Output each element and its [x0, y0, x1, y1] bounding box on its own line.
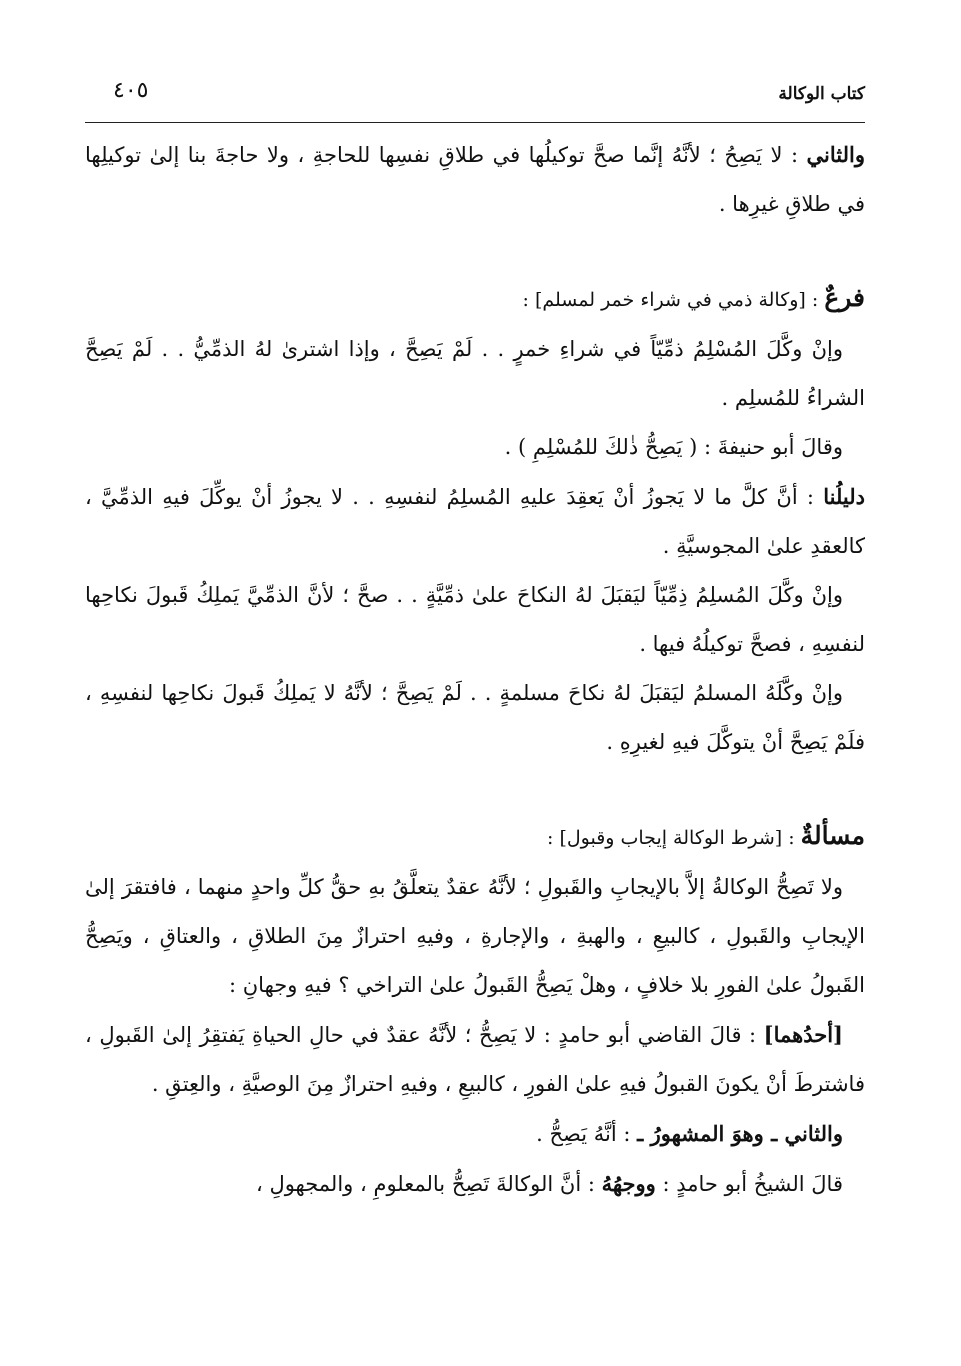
running-title: كتاب الوكالة: [778, 84, 865, 104]
paragraph: [85, 472, 865, 571]
paragraph-text: : لا يَصِحُ ؛ لأنَّهُ إنَّما صحَّ توكيلُها في طلاقِ نفسِها للحاجةِ ، ولا حاجةَ بنا إلىٰ توكيلِها في طلاقِ غيرِها .: [85, 143, 865, 216]
paragraph-text: وإنْ وكَّلَ المُسلِمُ ذِمِّيّاً ليَقبَلَ لهُ النكاحَ علىٰ ذمِّيَّةٍ . . صحَّ ؛ لأنَّ الذمِّيَّ يَملِكُ قَبولَ نكاحِها لنفسِهِ ، فصحَّ توكيلُهُ فيها .: [85, 583, 865, 656]
lead-word: دليلُنا: [823, 484, 865, 509]
heading-label: مسألةٌ: [800, 821, 865, 850]
paragraph-text: : أنَّ الوكالةَ تَصِحُّ بالمعلومِ ، والمجهولِ ،: [256, 1172, 602, 1196]
section-heading: [85, 273, 865, 325]
paragraph: [85, 571, 865, 669]
paragraph-text: وقالَ أبو حنيفةَ : ( يَصِحُّ ذٰلكَ للمُسْلِمِ ) .: [504, 435, 843, 459]
page-header: [85, 78, 865, 123]
lead-word: والثاني: [806, 142, 865, 167]
paragraph: [85, 1159, 865, 1209]
paragraph: [85, 1010, 865, 1109]
lead-word: والثاني ـ وهوَ المشهورُ ـ: [637, 1121, 843, 1146]
paragraph-text: وإنْ وكَّلَهُ المسلمُ ليَقبَلَ لهُ نكاحَ مسلمةٍ . . لَمْ يَصِحَّ ؛ لأنَّهُ لا يَملِكُ قَبولَ نكاحِها لنفسِهِ ، فلَمْ يَصِحَّ أنْ يتوكَّلَ فيهِ لغيرِهِ .: [85, 681, 865, 754]
paragraph-text: وإنْ وكَّلَ المُسْلِمُ ذمِّيّاً في شراءِ خمرٍ . . لَمْ يَصِحَّ ، وإذا اشترىٰ لهُ الذمِّيُّ . . لَمْ يَصِحَّ الشراءُ للمُسلِم .: [85, 337, 865, 410]
paragraph: [85, 423, 865, 472]
paragraph: [85, 863, 865, 1010]
paragraph: [85, 130, 865, 229]
lead-word: [أحدُهما]: [763, 1022, 843, 1047]
heading-title: : [وكالة ذمي في شراء خمر لمسلم] :: [522, 289, 825, 311]
heading-title: : [شرط الوكالة إيجاب وقبول] :: [547, 827, 801, 849]
paragraph: [85, 1109, 865, 1159]
page-body: [85, 130, 865, 1209]
paragraph-text: : أنَّهُ يَصِحُّ .: [536, 1122, 638, 1146]
section-heading: [85, 811, 865, 863]
page-number: ٤٠٥: [113, 78, 149, 103]
paragraph-text: : قالَ القاضي أبو حامدٍ : لا يَصِحُّ ؛ لأنَّهُ عقدٌ في حالِ الحياةِ يَفتقِرُ إلىٰ القَبولِ ، فاشترطَ أنْ يكونَ القبولُ فيهِ علىٰ الفورِ ، كالبيعِ ، وفيهِ احترازٌ مِنَ الوصيَّةِ ، والعِتقِ .: [85, 1023, 865, 1096]
paragraph-text: ولا تَصِحُّ الوكالةُ إلاَّ بالإيجابِ والقَبولِ ؛ لأنَّهُ عقدٌ يتعلَّقُ بهِ حقُّ كلِّ واحدٍ منهما ، فافتقرَ إلىٰ الإيجابِ والقَبولِ ، كالبيعِ ، والهبةِ ، والإجارةِ ، وفيهِ احترازٌ مِنَ الطلاقِ ، والعتاقِ ، ويَصِحُّ القَبولُ علىٰ الفورِ بلا خلافٍ ، وهلْ يَصِحُّ القَبولُ علىٰ التراخي ؟ فيهِ وجهانِ :: [85, 875, 865, 997]
paragraph-text: قالَ الشيخُ أبو حامدٍ :: [655, 1172, 843, 1196]
paragraph: [85, 325, 865, 423]
paragraph: [85, 669, 865, 767]
lead-word: ووجهُهُ: [601, 1171, 656, 1196]
heading-label: فرعٌ: [824, 283, 865, 312]
paragraph-text: : أنَّ كلَّ ما لا يَجوزُ أنْ يَعقِدَ عليهِ المُسلِمُ لنفسِهِ . . لا يجوزُ أنْ يوكِّلَ فيهِ الذمِّيَّ ، كالعقدِ علىٰ المجوسيَّةِ .: [85, 485, 865, 558]
